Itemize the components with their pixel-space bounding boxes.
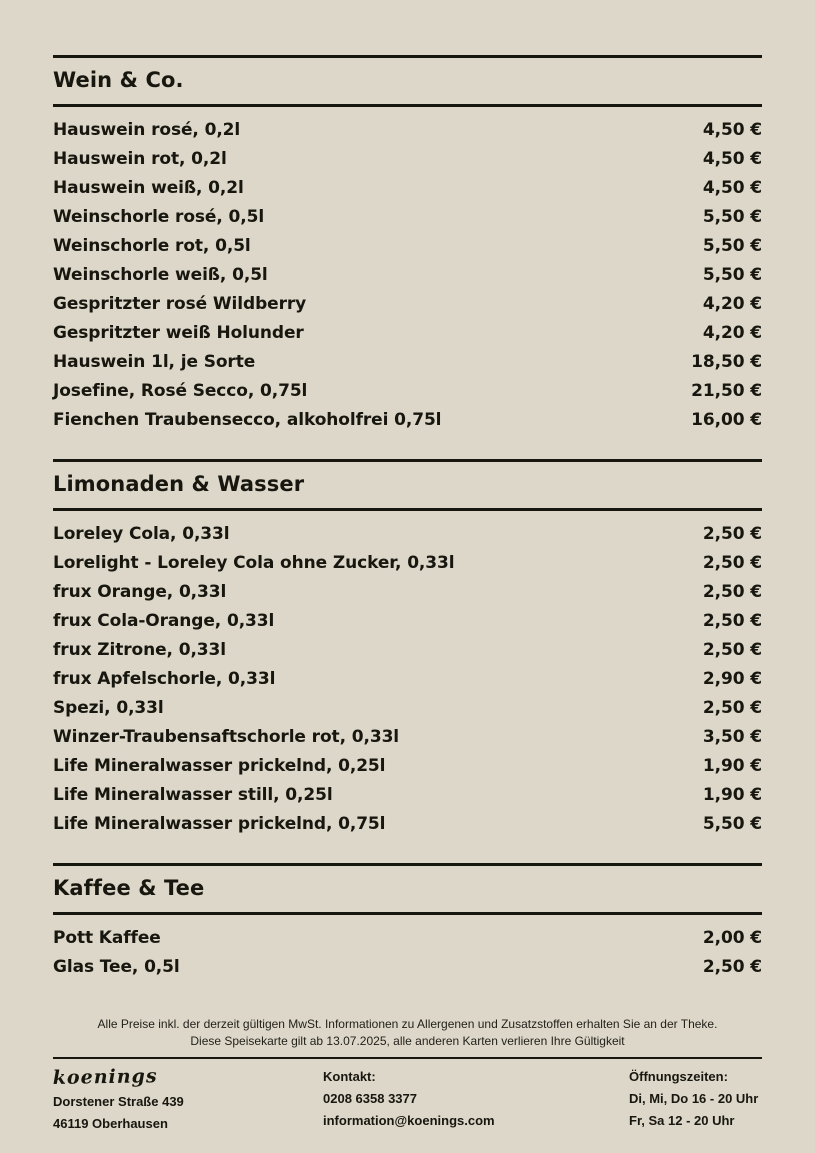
item-price: 4,20 €	[702, 294, 762, 314]
item-price: 3,50 €	[702, 727, 762, 747]
item-price: 2,50 €	[702, 698, 762, 718]
menu-item-row	[53, 781, 762, 810]
menu-item-row	[53, 665, 762, 694]
item-name: Hauswein weiß, 0,2l	[53, 178, 244, 198]
item-price: 5,50 €	[702, 265, 762, 285]
item-price: 21,50 €	[691, 381, 762, 401]
item-price: 18,50 €	[691, 352, 762, 372]
menu-item-row	[53, 377, 762, 406]
menu-item-row	[53, 232, 762, 261]
menu-item-row	[53, 810, 762, 839]
item-price: 2,50 €	[702, 553, 762, 573]
menu-item-row	[53, 636, 762, 665]
item-price: 2,00 €	[702, 928, 762, 948]
item-price: 5,50 €	[702, 236, 762, 256]
item-name: Fienchen Traubensecco, alkoholfrei 0,75l	[53, 410, 442, 430]
menu-item-row	[53, 694, 762, 723]
item-price: 5,50 €	[702, 207, 762, 227]
section-title: Kaffee & Tee	[53, 876, 205, 900]
hours-label: Öffnungszeiten:	[629, 1069, 728, 1084]
address-city: 46119 Oberhausen	[53, 1116, 168, 1131]
item-price: 2,50 €	[702, 957, 762, 977]
hours-line-1: Di, Mi, Do 16 - 20 Uhr	[629, 1091, 759, 1106]
koenings-logo: koenings	[52, 1065, 158, 1090]
menu-item-row	[53, 348, 762, 377]
item-price: 4,20 €	[702, 323, 762, 343]
item-name: Josefine, Rosé Secco, 0,75l	[53, 381, 308, 401]
footer-address-column	[53, 1066, 323, 1135]
item-price: 2,50 €	[702, 524, 762, 544]
item-price: 1,90 €	[702, 785, 762, 805]
contact-label: Kontakt:	[323, 1069, 376, 1084]
item-price: 4,50 €	[702, 149, 762, 169]
menu-item-row	[53, 174, 762, 203]
disclaimer-line-1: Alle Preise inkl. der derzeit gültigen MwSt. Informationen zu Allergenen und Zusatzstoffen erhalten Sie an der Theke.	[97, 1017, 718, 1031]
item-name: frux Zitrone, 0,33l	[53, 640, 226, 660]
item-name: Lorelight - Loreley Cola ohne Zucker, 0,33l	[53, 553, 455, 573]
section-items	[53, 511, 762, 839]
section-header	[53, 459, 762, 511]
item-price: 2,50 €	[702, 640, 762, 660]
section-header	[53, 863, 762, 915]
item-price: 16,00 €	[691, 410, 762, 430]
address-street: Dorstener Straße 439	[53, 1094, 184, 1109]
disclaimer-line-2: Diese Speisekarte gilt ab 13.07.2025, alle anderen Karten verlieren Ihre Gültigkeit	[190, 1034, 625, 1048]
item-name: Hauswein 1l, je Sorte	[53, 352, 256, 372]
item-price: 2,50 €	[702, 611, 762, 631]
contact-email: information@koenings.com	[323, 1113, 495, 1128]
item-name: Weinschorle weiß, 0,5l	[53, 265, 268, 285]
item-name: Life Mineralwasser prickelnd, 0,75l	[53, 814, 386, 834]
item-name: frux Apfelschorle, 0,33l	[53, 669, 276, 689]
menu-item-row	[53, 319, 762, 348]
menu-item-row	[53, 953, 762, 982]
item-name: Gespritzter rosé Wildberry	[53, 294, 307, 314]
item-price: 2,50 €	[702, 582, 762, 602]
item-name: Winzer-Traubensaftschorle rot, 0,33l	[53, 727, 400, 747]
item-name: Weinschorle rosé, 0,5l	[53, 207, 265, 227]
menu-item-row	[53, 752, 762, 781]
section-title: Limonaden & Wasser	[53, 472, 305, 496]
disclaimer	[53, 1016, 762, 1050]
item-name: Pott Kaffee	[53, 928, 161, 948]
section-wein	[53, 55, 762, 435]
footer-contact-column	[323, 1066, 629, 1135]
menu-item-row	[53, 723, 762, 752]
item-name: frux Cola-Orange, 0,33l	[53, 611, 275, 631]
menu-item-row	[53, 549, 762, 578]
menu-item-row	[53, 203, 762, 232]
item-name: frux Orange, 0,33l	[53, 582, 227, 602]
menu-item-row	[53, 145, 762, 174]
menu-item-row	[53, 406, 762, 435]
footer-hours-column	[629, 1066, 762, 1135]
contact-phone: 0208 6358 3377	[323, 1091, 417, 1106]
menu-item-row	[53, 607, 762, 636]
item-name: Gespritzter weiß Holunder	[53, 323, 304, 343]
menu-item-row	[53, 520, 762, 549]
section-items	[53, 107, 762, 435]
item-name: Weinschorle rot, 0,5l	[53, 236, 251, 256]
item-price: 4,50 €	[702, 178, 762, 198]
menu-item-row	[53, 924, 762, 953]
hours-line-2: Fr, Sa 12 - 20 Uhr	[629, 1113, 735, 1128]
item-name: Hauswein rot, 0,2l	[53, 149, 227, 169]
item-price: 4,50 €	[702, 120, 762, 140]
item-name: Life Mineralwasser still, 0,25l	[53, 785, 333, 805]
menu-item-row	[53, 290, 762, 319]
item-name: Hauswein rosé, 0,2l	[53, 120, 241, 140]
item-name: Glas Tee, 0,5l	[53, 957, 180, 977]
footer	[53, 1059, 762, 1135]
section-header	[53, 55, 762, 107]
item-price: 5,50 €	[702, 814, 762, 834]
menu-item-row	[53, 261, 762, 290]
item-name: Spezi, 0,33l	[53, 698, 164, 718]
menu-item-row	[53, 116, 762, 145]
item-name: Loreley Cola, 0,33l	[53, 524, 230, 544]
section-title: Wein & Co.	[53, 68, 184, 92]
item-price: 1,90 €	[702, 756, 762, 776]
section-kaffee	[53, 863, 762, 982]
item-name: Life Mineralwasser prickelnd, 0,25l	[53, 756, 386, 776]
menu-item-row	[53, 578, 762, 607]
section-items	[53, 915, 762, 982]
item-price: 2,90 €	[702, 669, 762, 689]
section-limonaden	[53, 459, 762, 839]
